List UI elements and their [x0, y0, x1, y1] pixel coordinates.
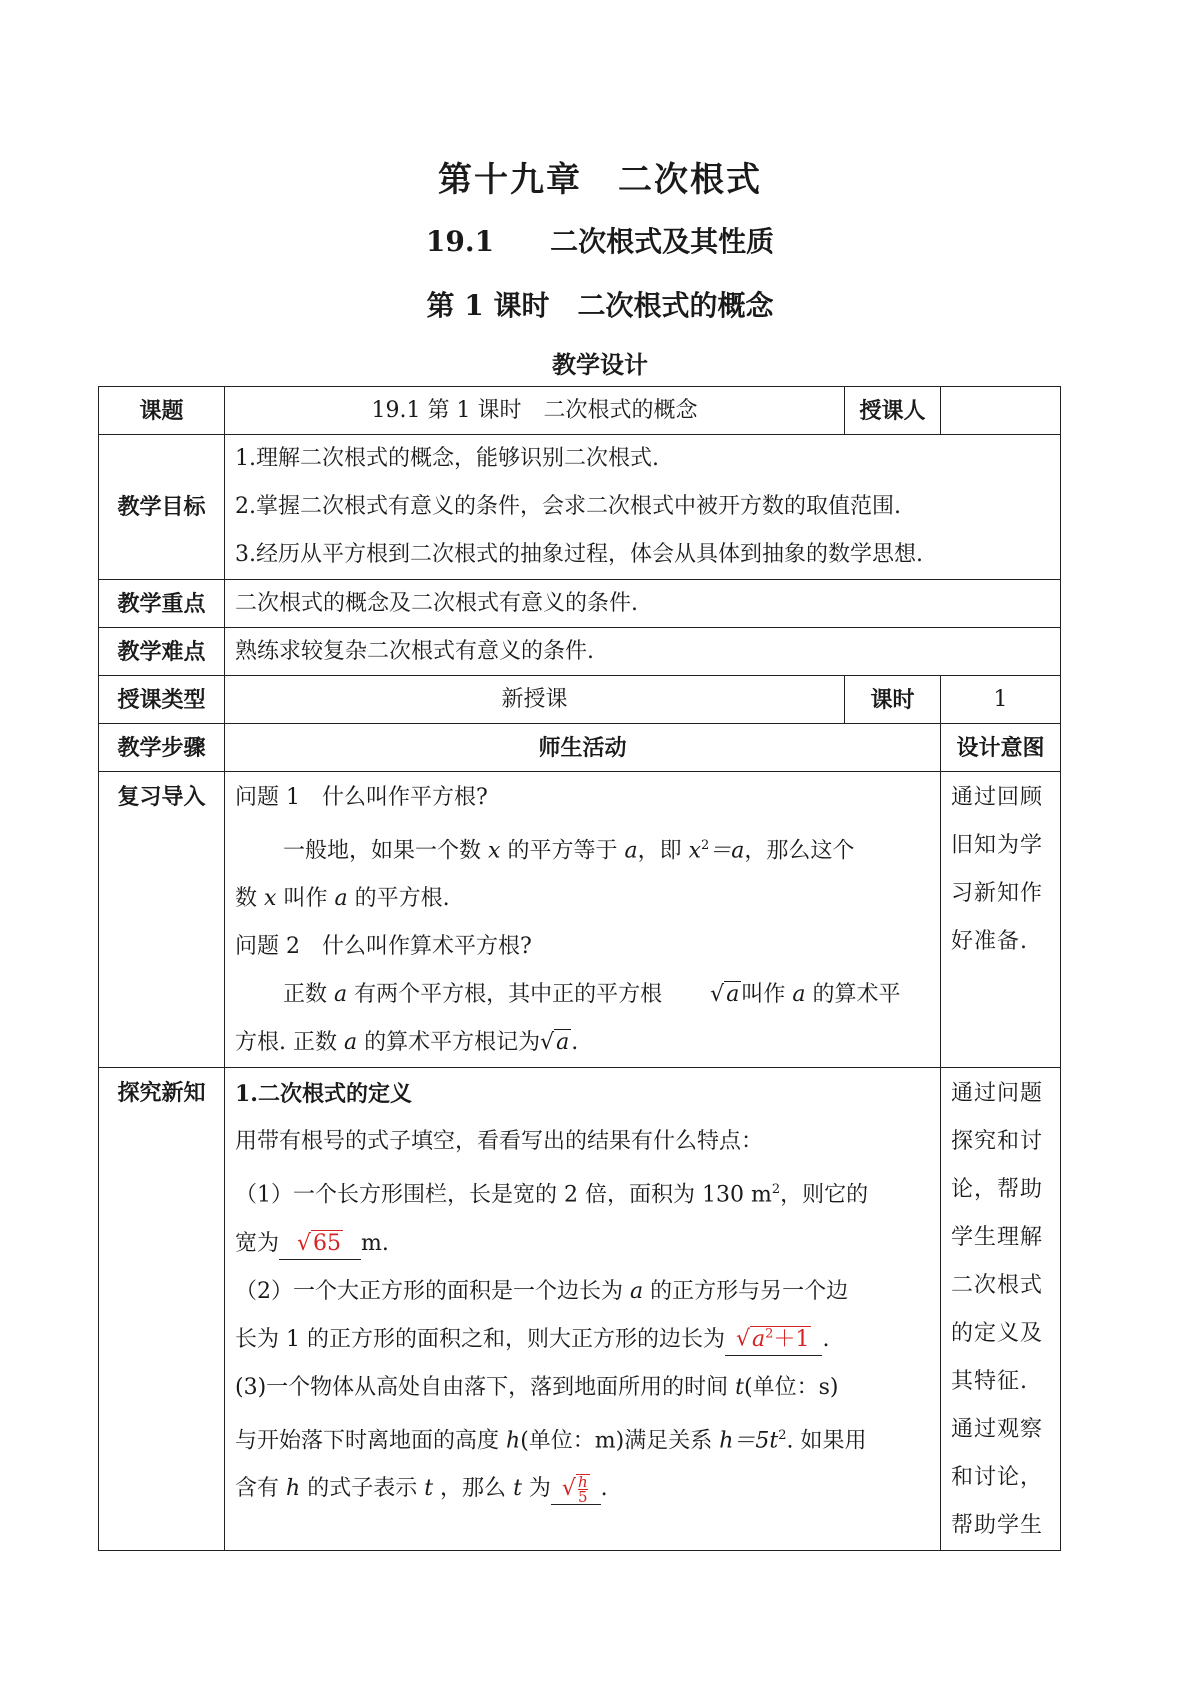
- review-answer-2-cont: 方根. 正数 a 的算术平方根记为√a.: [235, 1019, 930, 1067]
- explore-q1-cont: 宽为 √65 m.: [235, 1220, 930, 1268]
- review-answer-1-cont: 数 x 叫作 a 的平方根.: [235, 886, 450, 912]
- row-difficulties: [99, 628, 1061, 676]
- explore-intent: 通过问题探究和讨论，帮助学生理解二次根式的定义及其特征. 通过观察和讨论，帮助学生: [941, 1068, 1061, 1551]
- chapter-title: 第十九章 二次根式: [438, 160, 762, 200]
- row-key-points: [99, 580, 1061, 628]
- header-intent: 设计意图: [941, 724, 1061, 772]
- hours-value: 1: [941, 676, 1061, 724]
- label-key-points: 教学重点: [99, 580, 225, 628]
- label-teacher: 授课人: [845, 387, 941, 435]
- lesson-type-value: 新授课: [225, 676, 845, 724]
- goal-item: 2.掌握二次根式有意义的条件，会求二次根式中被开方数的取值范围.: [235, 494, 901, 519]
- explore-intro: 用带有根号的式子填空，看看写出的结果有什么特点：: [235, 1129, 764, 1155]
- label-review: 复习导入: [99, 772, 225, 1068]
- explore-q2-cont: 长为 1 的正方形的面积之和，则大正方形的边长为 $√a^2+1$ .: [235, 1316, 930, 1364]
- key-points-value: 二次根式的概念及二次根式有意义的条件.: [225, 580, 1061, 628]
- review-activity: [225, 772, 941, 1068]
- review-intent: 通过回顾旧知为学习新知作好准备.: [941, 772, 1061, 1068]
- explore-q1: （1）一个长方形围栏，长是宽的 2 倍，面积为 130 $m^2$，则它的: [235, 1182, 869, 1208]
- row-review: [99, 772, 1061, 1068]
- lesson-title: 第 1 课时 二次根式的概念: [426, 289, 774, 322]
- row-column-headers: [99, 724, 1061, 772]
- header-steps: 教学步骤: [99, 724, 225, 772]
- row-goals: [99, 435, 1061, 580]
- sqrt-a: √a: [710, 982, 740, 1008]
- explore-q3: (3)一个物体从高处自由落下，落到地面所用的时间 t(单位：s): [235, 1374, 839, 1400]
- sqrt-a: √a: [540, 1030, 570, 1056]
- explore-activity: [225, 1068, 941, 1551]
- label-lesson-type: 授课类型: [99, 676, 225, 724]
- answer-blank-3: √ $\frac{h}{5}$: [551, 1474, 601, 1505]
- goal-item: 3.经历从平方根到二次根式的抽象过程，体会从具体到抽象的数学思想.: [235, 542, 923, 567]
- answer-blank-1: √65: [279, 1229, 361, 1260]
- review-answer-1: 一般地，如果一个数 x 的平方等于 a，即 $x^2=a$，那么这个: [283, 838, 855, 864]
- label-topic: 课题: [99, 387, 225, 435]
- difficulties-value: 熟练求较复杂二次根式有意义的条件.: [225, 628, 1061, 676]
- row-explore: [99, 1068, 1061, 1551]
- teacher-value: [941, 387, 1061, 435]
- explore-q2: （2）一个大正方形的面积是一个边长为 a 的正方形与另一个边: [235, 1278, 849, 1304]
- goal-item: 1.理解二次根式的概念，能够识别二次根式.: [235, 446, 659, 471]
- label-goals: 教学目标: [99, 435, 225, 580]
- explore-q3-cont: 与开始落下时离地面的高度 h(单位：m)满足关系 $h=5t^2$. 如果用: [235, 1427, 867, 1453]
- answer-blank-2: $√a^2+1$: [725, 1319, 822, 1355]
- review-answer-2: 正数 a 有两个平方根，其中正的平方根 √a叫作 a 的算术平: [235, 971, 930, 1019]
- goals-cell: [225, 435, 1061, 580]
- label-hours: 课时: [845, 676, 941, 724]
- row-topic: [99, 387, 1061, 435]
- section-title: 19.1 二次根式及其性质: [425, 225, 775, 258]
- topic-value: 19.1 第 1 课时 二次根式的概念: [225, 387, 845, 435]
- review-question-2: 问题 2 什么叫作算术平方根?: [235, 934, 532, 960]
- explore-heading: 1.二次根式的定义: [235, 1081, 412, 1108]
- header-activity: 师生活动: [225, 724, 941, 772]
- row-lesson-type: [99, 676, 1061, 724]
- explore-q3-cont2: 含有 h 的式子表示 t ，那么 t 为 √ $\frac{h}{5}$ .: [235, 1472, 608, 1506]
- label-explore: 探究新知: [99, 1068, 225, 1551]
- review-question-1: 问题 1 什么叫作平方根?: [235, 785, 488, 810]
- label-difficulties: 教学难点: [99, 628, 225, 676]
- lesson-design-table: [98, 386, 1061, 1551]
- doc-type-title: 教学设计: [552, 350, 648, 379]
